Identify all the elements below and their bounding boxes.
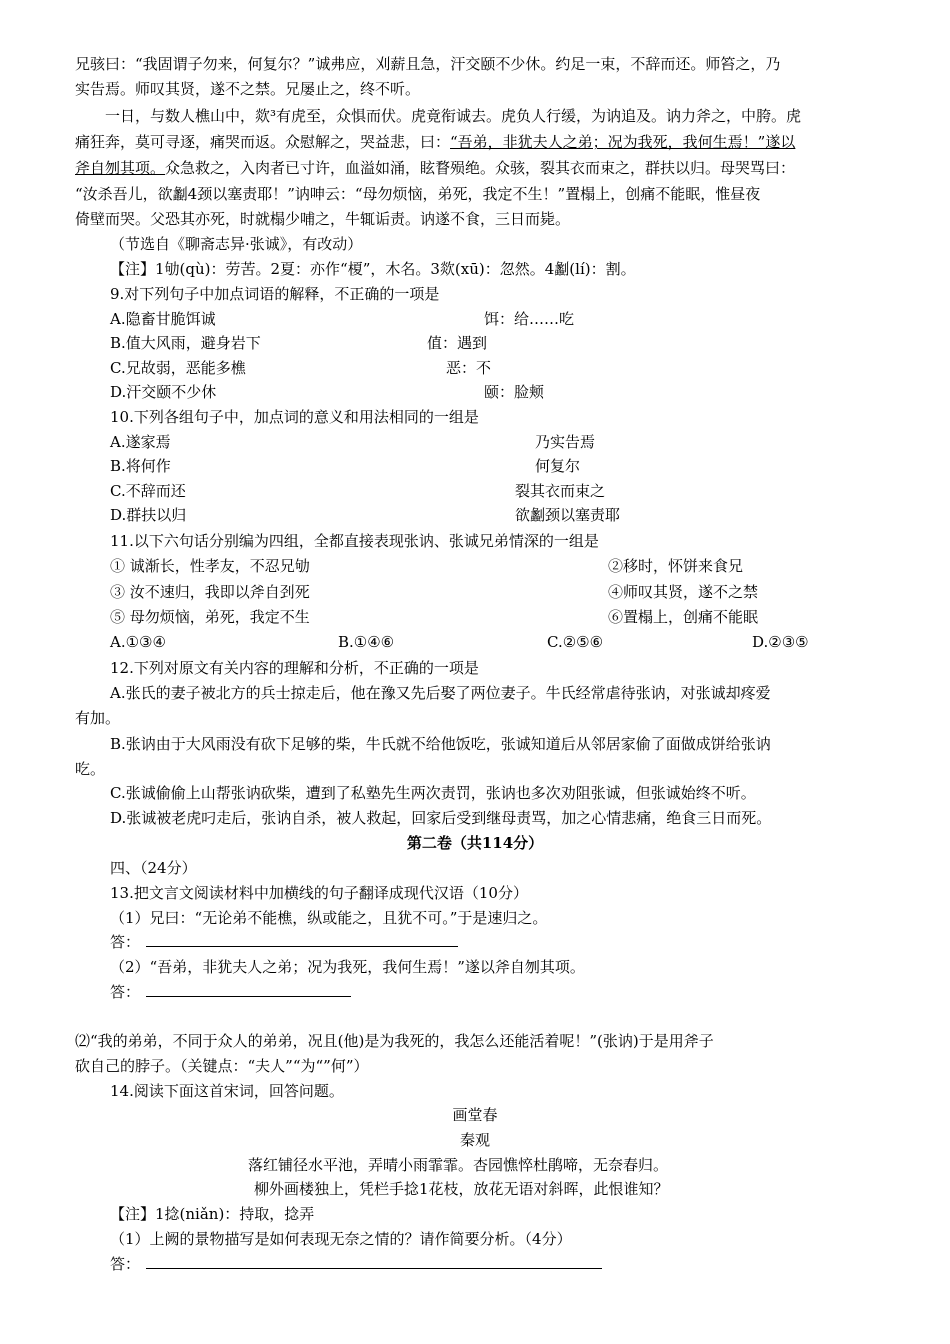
q11-item: ⑤ 母勿烦恼，弟死，我定不生	[110, 608, 310, 626]
q11-choice-b: B.①④⑥	[338, 633, 395, 651]
q13-answer-2	[110, 980, 351, 1004]
poem-author: 秦观	[459, 1131, 490, 1149]
q13-explanation: ⑵“我的弟弟，不同于众人的弟弟，况且(他)是为我死的，我怎么还能活着呢！”(张讷)于是用斧子	[75, 1032, 714, 1050]
passage-line: 一日，与数人樵山中，欻³有虎至，众惧而伏。虎竟衔诚去。虎负人行缓，为讷追及。讷力斧之，中胯。虎	[105, 107, 802, 125]
q10-option-b-right: 何复尔	[535, 457, 581, 475]
passage-line	[75, 156, 795, 180]
passage-text: 众急救之，入肉者已寸许，血溢如涌，眩瞀殒绝。众骇，裂其衣而束之，群扶以归。母哭骂曰：	[165, 159, 796, 177]
q9-gloss-b: 值：遇到	[427, 334, 488, 352]
q10-option-b-left: B.将何作	[110, 457, 171, 475]
q14-answer-1	[110, 1252, 602, 1276]
q13-item-2: （2）“吾弟，非犹夫人之弟；况为我死，我何生焉！”遂以斧自刎其项。	[110, 958, 585, 976]
passage-line: 倚壁而哭。父恐其亦死，时就榻少哺之，牛辄诟责。讷遂不食，三日而毙。	[75, 210, 571, 228]
q14-item-1: （1）上阙的景物描写是如何表现无奈之情的？请作简要分析。（4分）	[110, 1230, 572, 1248]
q12-option-d: D.张诚被老虎叼走后，张讷自杀，被人救起，回家后受到继母责骂，加之心情悲痛，绝食三日而死。	[110, 809, 772, 827]
q11-choice-c: C.②⑤⑥	[547, 633, 604, 651]
q12-option-c: C.张诚偷偷上山帮张讷砍柴，遭到了私塾先生两次责罚，张讷也多次劝阻张诚，但张诚始终不听。	[110, 784, 756, 802]
answer-blank[interactable]	[146, 932, 458, 947]
q9-option-c: C.兄故弱，恶能多樵	[110, 359, 246, 377]
underlined-sentence: 斧自刎其项。	[75, 159, 166, 177]
q9-stem: 9.对下列句子中加点词语的解释，不正确的一项是	[110, 285, 440, 303]
q11-item: ① 诚渐长，性孝友，不忍兄劬	[110, 557, 310, 575]
q11-choice-d: D.②③⑤	[752, 633, 809, 651]
q10-option-c-left: C.不辞而还	[110, 482, 186, 500]
poem-note: 【注】1捻(niǎn)：持取，捻弄	[110, 1205, 315, 1223]
q12-stem: 12.下列对原文有关内容的理解和分析，不正确的一项是	[110, 659, 479, 677]
q11-item: ⑥置榻上，创痛不能眠	[608, 608, 759, 626]
q9-option-d: D.汗交颐不少休	[110, 383, 217, 401]
q13-item-1: （1）兄曰：“无论弟不能樵，纵或能之，且犹不可。”于是速归之。	[110, 909, 548, 927]
q9-option-b: B.值大风雨，避身岩下	[110, 334, 261, 352]
q10-option-d-left: D.群扶以归	[110, 506, 187, 524]
passage-text: 痛狂奔，莫可寻逐，痛哭而返。众慰解之，哭益悲，曰：	[75, 133, 451, 151]
q10-option-c-right: 裂其衣而束之	[515, 482, 606, 500]
answer-blank[interactable]	[146, 1254, 602, 1269]
part2-title: 第二卷（共114分）	[406, 834, 544, 852]
q9-gloss-d: 颐：脸颊	[484, 383, 545, 401]
poem-line: 柳外画楼独上，凭栏手捻1花枝，放花无语对斜晖，此恨谁知？	[254, 1180, 669, 1198]
answer-blank[interactable]	[146, 982, 351, 997]
q11-item: ②移时，怀饼来食兄	[608, 557, 744, 575]
q12-option-a-cont: 有加。	[75, 709, 121, 727]
answer-label: 答：	[110, 933, 141, 951]
poem-title: 画堂春	[452, 1106, 498, 1124]
passage-line: 兄骇曰：“我固谓子勿来，何复尔？”诚弗应，刈薪且急，汗交颐不少休。约足一束，不辞而还。师笞之，乃	[75, 55, 781, 73]
q9-gloss-a: 饵：给……吃	[484, 310, 575, 328]
section-four: 四、（24分）	[110, 859, 197, 877]
q10-option-d-right: 欲劙颈以塞责耶	[515, 506, 621, 524]
passage-line: 实告焉。师叹其贤，遂不之禁。兄屡止之，终不听。	[75, 80, 421, 98]
passage-note: 【注】1劬(qù)：劳苦。2夏：亦作“榎”，木名。3欻(xū)：忽然。4劙(lí)：割。	[110, 260, 636, 278]
q10-option-a-right: 乃实告焉	[535, 433, 596, 451]
q11-choice-a: A.①③④	[110, 633, 166, 651]
q11-stem: 11.以下六句话分别编为四组，全都直接表现张讷、张诚兄弟情深的一组是	[110, 532, 599, 550]
q12-option-b: B.张讷由于大风雨没有砍下足够的柴，牛氏就不给他饭吃，张诚知道后从邻居家偷了面做成饼给张讷	[110, 735, 771, 753]
q11-item: ③ 汝不速归，我即以斧自刭死	[110, 583, 310, 601]
q12-option-a: A.张氏的妻子被北方的兵士掠走后，他在豫又先后娶了两位妻子。牛氏经常虐待张讷，对张诚却疼爱	[110, 684, 771, 702]
q10-option-a-left: A.遂家焉	[110, 433, 171, 451]
passage-line	[75, 130, 795, 154]
q11-item: ④师叹其贤，遂不之禁	[608, 583, 759, 601]
q9-gloss-c: 恶：不	[446, 359, 492, 377]
passage-line: “汝杀吾儿，欲劙4颈以塞责耶！”讷呻云：“母勿烦恼，弟死，我定不生！”置榻上，创痛不能眠，惟昼夜	[75, 185, 761, 203]
q10-stem: 10.下列各组句子中，加点词的意义和用法相同的一组是	[110, 408, 479, 426]
passage-source: （节选自《聊斋志异·张诚》，有改动）	[110, 235, 363, 253]
answer-label: 答：	[110, 1255, 141, 1273]
poem-line: 落红铺径水平池，弄晴小雨霏霏。杏园憔悴杜鹃啼，无奈春归。	[248, 1156, 669, 1174]
q9-option-a: A.隐畜甘脆饵诚	[110, 310, 216, 328]
q13-stem: 13.把文言文阅读材料中加横线的句子翻译成现代汉语（10分）	[110, 884, 528, 902]
q13-answer-1	[110, 930, 458, 954]
q14-stem: 14.阅读下面这首宋词，回答问题。	[110, 1082, 344, 1100]
underlined-sentence: “吾弟，非犹夫人之弟；况为我死，我何生焉！”遂以	[450, 133, 796, 151]
answer-label: 答：	[110, 983, 141, 1001]
q12-option-b-cont: 吃。	[75, 760, 106, 778]
q13-explanation-cont: 砍自己的脖子。（关键点：“夫人”“为“”何”）	[75, 1057, 369, 1075]
